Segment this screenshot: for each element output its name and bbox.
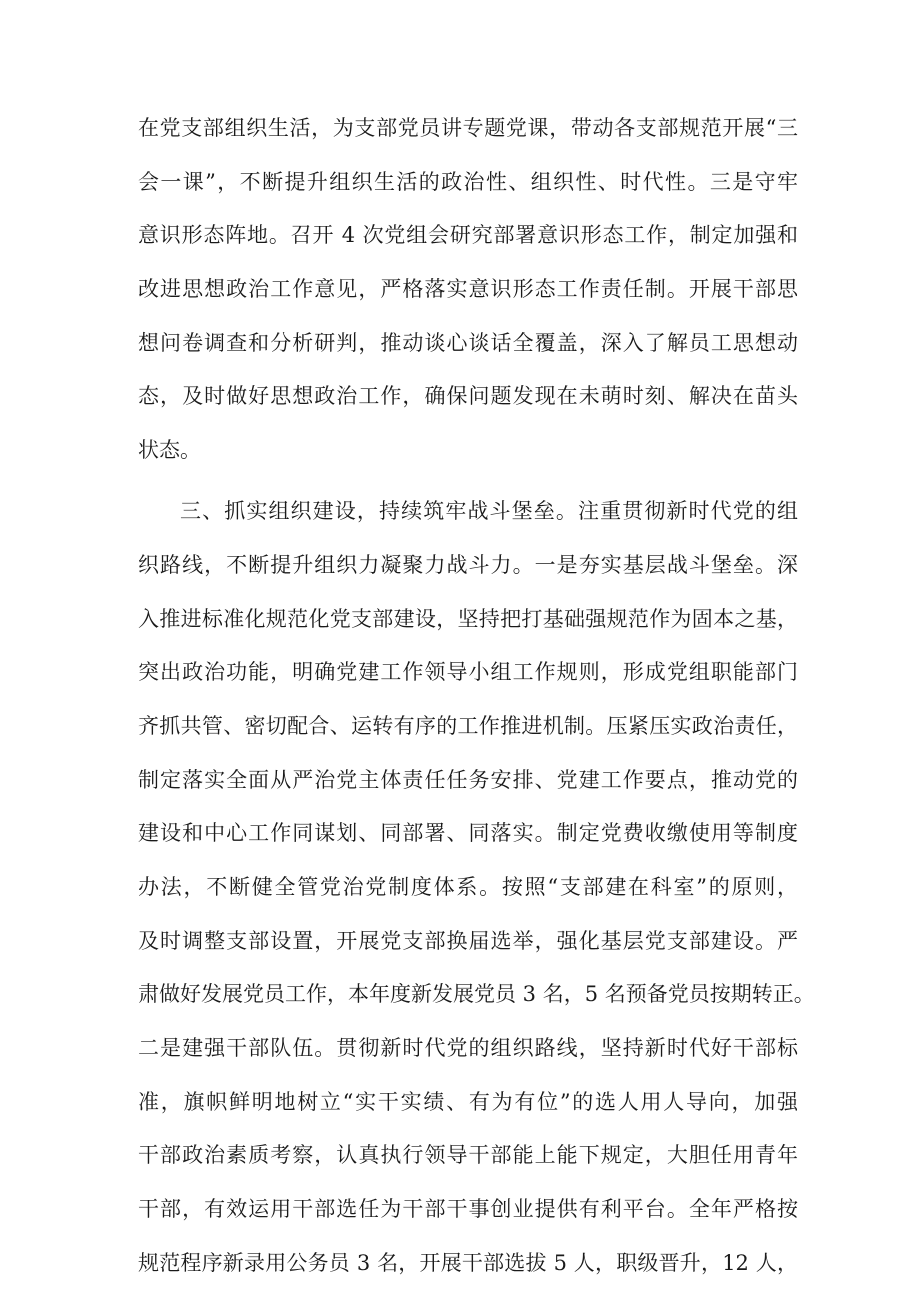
paragraph-1-line-7: 状态。 (138, 438, 201, 462)
paragraph-2-line-8: 办法，不断健全管党治党制度体系。按照“支部建在科室”的原则， (138, 875, 798, 899)
paragraph-2-line-15: 规范程序新录用公务员 3 名，开展干部选拔 5 人，职级晋升，12 人， (138, 1251, 798, 1275)
paragraph-2-line-11: 二是建强干部队伍。贯彻新时代党的组织路线，坚持新时代好干部标 (138, 1036, 798, 1060)
paragraph-1-line-1: 在党支部组织生活，为支部党员讲专题党课，带动各支部规范开展“三 (138, 116, 798, 140)
paragraph-2-line-14: 干部，有效运用干部选任为干部干事创业提供有利平台。全年严格按 (138, 1197, 798, 1221)
paragraph-1-line-3: 意识形态阵地。召开 4 次党组会研究部署意识形态工作，制定加强和 (138, 223, 798, 247)
paragraph-1-line-6: 态，及时做好思想政治工作，确保问题发现在未萌时刻、解决在苗头 (138, 384, 798, 408)
paragraph-2-line-7: 建设和中心工作同谋划、同部署、同落实。制定党费收缴使用等制度 (138, 821, 798, 845)
paragraph-2-line-1: 三、抓实组织建设，持续筑牢战斗堡垒。注重贯彻新时代党的组 (180, 499, 798, 523)
paragraph-2-line-10: 肃做好发展党员工作，本年度新发展党员 3 名，5 名预备党员按期转正。 (138, 982, 815, 1006)
paragraph-2-line-13: 干部政治素质考察，认真执行领导干部能上能下规定，大胆任用青年 (138, 1143, 798, 1167)
paragraph-2-line-9: 及时调整支部设置，开展党支部换届选举，强化基层党支部建设。严 (138, 929, 798, 953)
paragraph-1-line-5: 想问卷调查和分析研判，推动谈心谈话全覆盖，深入了解员工思想动 (138, 331, 798, 355)
paragraph-2-line-4: 突出政治功能，明确党建工作领导小组工作规则，形成党组职能部门 (138, 660, 798, 684)
paragraph-2-line-5: 齐抓共管、密切配合、运转有序的工作推进机制。压紧压实政治责任， (138, 714, 798, 738)
paragraph-2-line-6: 制定落实全面从严治党主体责任任务安排、党建工作要点，推动党的 (138, 768, 798, 792)
paragraph-1-line-4: 改进思想政治工作意见，严格落实意识形态工作责任制。开展干部思 (138, 277, 798, 301)
paragraph-2-line-3: 入推进标准化规范化党支部建设，坚持把打基础强规范作为固本之基， (138, 607, 798, 631)
paragraph-2-line-2: 织路线，不断提升组织力凝聚力战斗力。一是夯实基层战斗堡垒。深 (138, 553, 798, 577)
paragraph-1-line-2: 会一课”，不断提升组织生活的政治性、组织性、时代性。三是守牢 (138, 170, 798, 194)
paragraph-2-line-12: 准，旗帜鲜明地树立“实干实绩、有为有位”的选人用人导向，加强 (138, 1090, 798, 1114)
